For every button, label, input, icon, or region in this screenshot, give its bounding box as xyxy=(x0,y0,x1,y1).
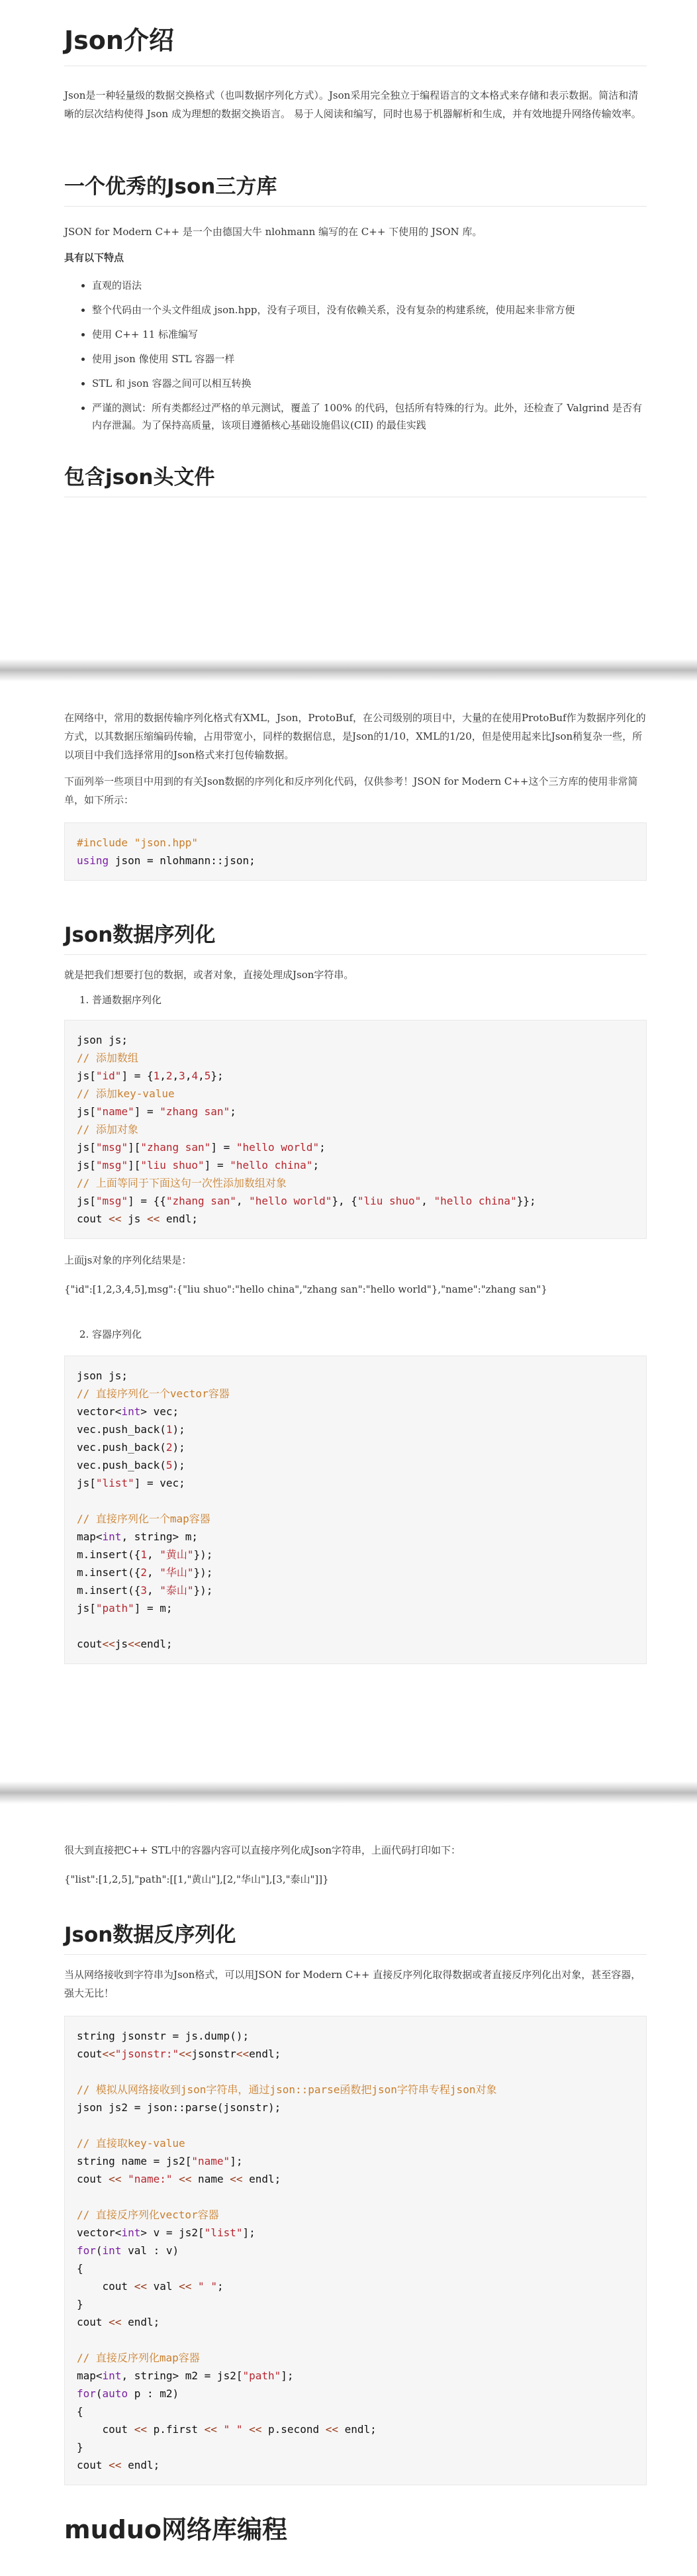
list-item: • 直观的语法 xyxy=(92,277,647,294)
page-1 xyxy=(0,0,697,662)
numbered-list-1 xyxy=(64,991,647,1009)
features-label: 具有以下特点 xyxy=(64,252,124,264)
library-description: JSON for Modern C++ 是一个由德国大牛 nlohmann 编写的在 C++ 下使用的 JSON 库。 xyxy=(64,226,483,238)
list-item: • 整个代码由一个头文件组成 json.hpp，没有子项目，没有依赖关系，没有复杂的构建系统，使用起来非常方便 xyxy=(92,301,647,319)
section-heading-library: 一个优秀的Json三方库 xyxy=(64,170,647,207)
list-item: • 使用 json 像使用 STL 容器一样 xyxy=(92,350,647,368)
serialization-description: 就是把我们想要打包的数据，或者对象，直接处理成Json字符串。 xyxy=(64,969,354,981)
list-item: • 严谨的测试：所有类都经过严格的单元测试，覆盖了 100% 的代码，包括所有特殊的行为。此外，还检查了 Valgrind 是否有内存泄漏。为了保持高质量，该项目遵循核心基础设施倡议(CII) 的最佳实践 xyxy=(92,399,647,434)
code-block-include: #include "json.hpp" using json = nlohmann::json; xyxy=(64,822,647,881)
section-heading-include: 包含json头文件 xyxy=(64,460,647,497)
output-label: 上面js对象的序列化结果是： xyxy=(64,1254,192,1266)
numbered-list-2 xyxy=(64,1325,647,1344)
json-intro-paragraph: Json是一种轻量级的数据交换格式（也叫数据序列化方式）。Json采用完全独立于编程语言的文本格式来存储和表示数据。简洁和清晰的层次结构使得 Json 成为理想的数据交换语言。 易于人阅读和编写，同时也易于机器解析和生成，并有效地提升网络传输效率。 xyxy=(64,89,641,120)
page-separator xyxy=(0,1781,697,1804)
list-item: • 使用 C++ 11 标准编写 xyxy=(92,326,647,343)
page-separator xyxy=(0,659,697,681)
list-item: • STL 和 json 容器之间可以相互转换 xyxy=(92,375,647,392)
container-output-label: 很大到直接把C++ STL中的容器内容可以直接序列化成Json字符串，上面代码打印如下： xyxy=(64,1844,461,1856)
section-heading-deserialization: Json数据反序列化 xyxy=(64,1918,647,1955)
examples-intro-paragraph: 下面列举一些项目中用到的有关Json数据的序列化和反序列化代码，仅供参考！JSON for Modern C++这个三方库的使用非常简单，如下所示： xyxy=(64,775,638,806)
page-2 xyxy=(0,682,697,1785)
section-heading-serialization: Json数据序列化 xyxy=(64,918,647,955)
section-heading-muduo: muduo网络库编程 xyxy=(64,2515,288,2544)
serialization-output: {"id":[1,2,3,4,5],msg":{"liu shuo":"hello china","zhang san":"hello world"},"name":"zhang san"} xyxy=(64,1283,547,1295)
page-title: Json介绍 xyxy=(64,20,647,66)
code-block-basic-serialization: json js; // 添加数组 js["id"] = {1,2,3,4,5}; // 添加key-value js["name"] = "zhang san"; // 添加对象 js["msg"]["zhang san"] = "hello world"; js["msg"]["liu shuo"] = "hello china"; // 上面等同于下面这句一次性添加数组对象 js["msg"] = {{"zhang san", "hello world"}, {"liu shuo", "hello china"}}; cout << js << endl; xyxy=(64,1020,647,1239)
code-block-deserialization: string jsonstr = js.dump(); cout<<"jsonstr:"<<jsonstr<<endl; // 模拟从网络接收到json字符串，通过json::parse函数把json字符串专程json对象 json js2 = json::parse(jsonstr); // 直接取key-value string name = js2["name"]; cout << "name:" << name << endl; // 直接反序列化vector容器 vector<int> v = js2["list"]; for(int val : v) { cout << val << " "; } cout << endl; // 直接反序列化map容器 map<int, string> m2 = js2["path"]; for(auto p : m2) { cout << p.first << " " << p.second << endl; } cout << endl; xyxy=(64,2016,647,2485)
container-serialization-output: {"list":[1,2,5],"path":[[1,"黄山"],[2,"华山"],[3,"泰山"]]} xyxy=(64,1873,329,1885)
deserialization-description: 当从网络接收到字符串为Json格式，可以用JSON for Modern C++ 直接反序列化取得数据或者直接反序列化出对象，甚至容器，强大无比！ xyxy=(64,1969,641,1999)
serialization-formats-paragraph: 在网络中，常用的数据传输序列化格式有XML，Json，ProtoBuf，在公司级别的项目中，大量的在使用ProtoBuf作为数据序列化的方式，以其数据压缩编码传输，占用带宽小，同样的数据信息，是Json的1/10，XML的1/20，但是使用起来比Json稍复杂一些，所以项目中我们选择常用的Json格式来打包传输数据。 xyxy=(64,712,646,761)
list-item: 1. 普通数据序列化 xyxy=(92,991,647,1009)
code-block-container-serialization: json js; // 直接序列化一个vector容器 vector<int> vec; vec.push_back(1); vec.push_back(2); vec.push_back(5); js["list"] = vec; // 直接序列化一个map容器 map<int, string> m; m.insert({1, "黄山"}); m.insert({2, "华山"}); m.insert({3, "泰山"}); js["path"] = m; cout<<js<<endl; xyxy=(64,1356,647,1664)
features-list xyxy=(64,277,647,434)
page-3 xyxy=(0,1805,697,2576)
list-item: 2. 容器序列化 xyxy=(92,1325,647,1344)
